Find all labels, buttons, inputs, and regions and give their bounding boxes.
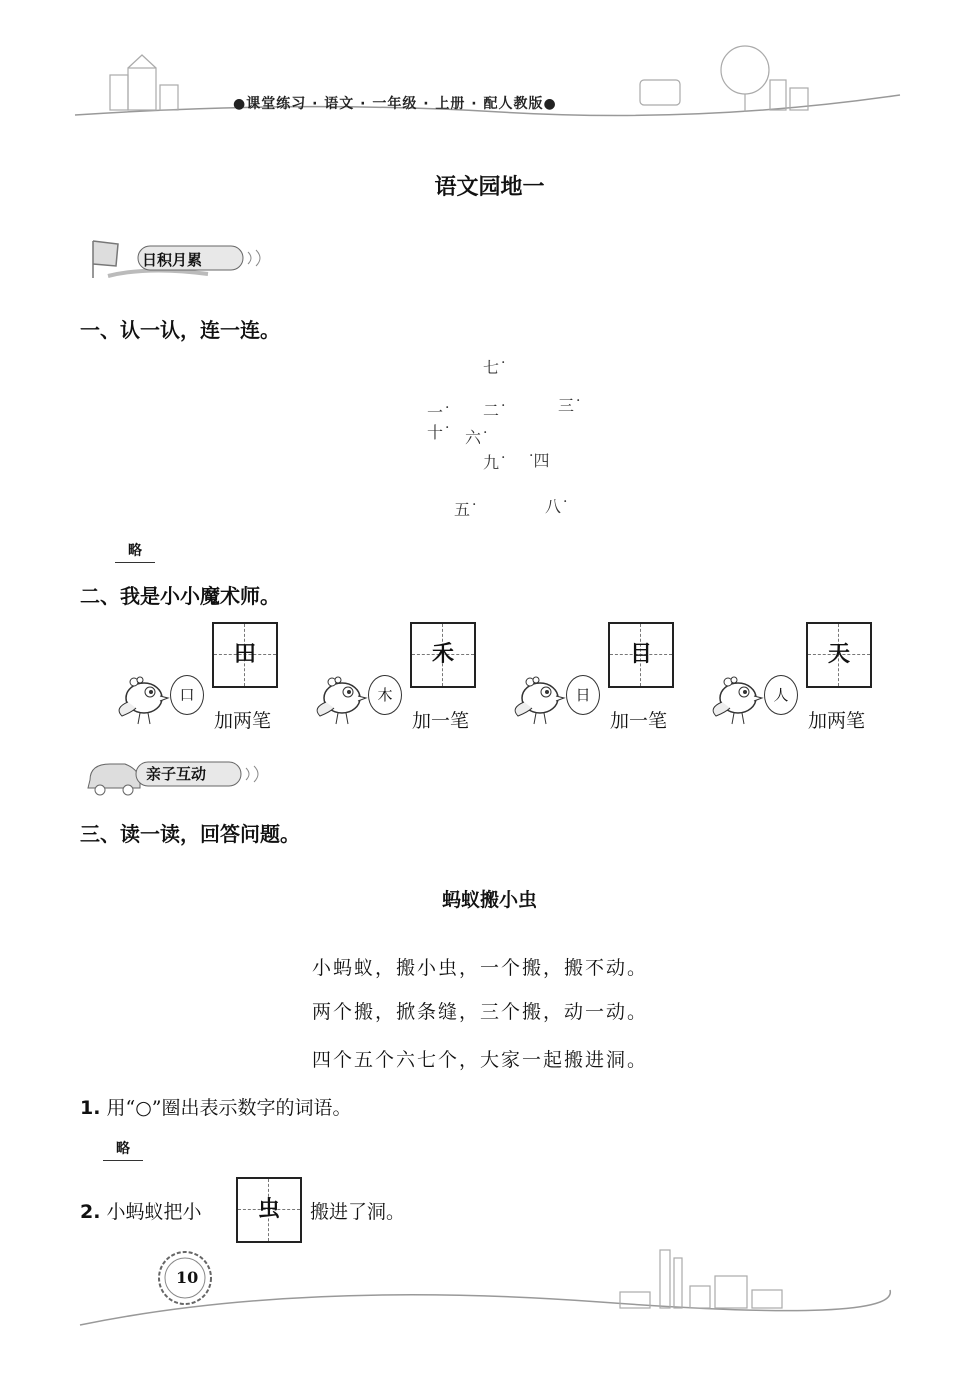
sub-question-1-text: 用“○”圈出表示数字的词语。 <box>106 1097 352 1119</box>
answer-box <box>212 622 278 688</box>
stroke-hint: 加两笔 <box>214 710 272 732</box>
header-decoration <box>0 40 979 130</box>
poem-line: 四个五个六七个，大家一起搬进洞。 <box>312 1049 649 1071</box>
char-er: 二 · <box>483 398 506 420</box>
sub-question-1-number: 1. <box>80 1097 101 1119</box>
char-qi: 七 · <box>483 355 506 377</box>
bird-icon <box>112 672 172 728</box>
story-title: 蚂蚁搬小虫 <box>441 889 537 911</box>
base-char-bubble: 木 <box>368 675 402 715</box>
sub-question-2-after: 搬进了洞。 <box>310 1201 406 1223</box>
daily-badge-label: 日积月累 <box>142 251 203 269</box>
stroke-hint: 加一笔 <box>412 710 470 732</box>
result-char: 禾 <box>431 642 454 667</box>
base-char-bubble: 日 <box>566 675 600 715</box>
header-text: ●课堂练习 · 语文 · 一年级 · 上册 · 配人教版● <box>233 96 557 112</box>
bird-icon <box>706 672 766 728</box>
sub-question-1 <box>80 1093 352 1120</box>
footer-decoration <box>0 1240 979 1340</box>
char-jiu: 九 · <box>483 450 506 472</box>
char-liu: 六 · <box>465 425 488 447</box>
bird-icon <box>310 672 370 728</box>
char-wu: 五 · <box>454 497 477 519</box>
answer-char: 虫 <box>257 1197 280 1222</box>
result-char: 天 <box>827 642 850 667</box>
sub-question-2-before: 小蚂蚁把小 <box>106 1201 202 1223</box>
stroke-hint: 加一笔 <box>610 710 668 732</box>
result-char: 目 <box>629 642 652 667</box>
sub-question-1-answer: 略 <box>103 1138 143 1161</box>
sub-question-2 <box>80 1197 202 1224</box>
char-ba: 八 · <box>545 494 568 516</box>
char-si: ·四 <box>529 448 550 470</box>
question-1-title: 一、认一认，连一连。 <box>80 318 280 342</box>
base-char-bubble: 人 <box>764 675 798 715</box>
page-number: 10 <box>176 1268 199 1287</box>
poem-line: 两个搬，掀条缝，三个搬，动一动。 <box>312 1001 649 1023</box>
bird-icon <box>508 672 568 728</box>
char-yi: 一 · <box>427 400 450 422</box>
answer-box <box>806 622 872 688</box>
question-1-answer: 略 <box>115 540 155 563</box>
answer-box <box>410 622 476 688</box>
question-3-title: 三、读一读，回答问题。 <box>80 822 300 846</box>
base-char-bubble: 口 <box>170 675 204 715</box>
stroke-hint: 加两笔 <box>808 710 866 732</box>
page-title: 语文园地一 <box>434 175 545 200</box>
question-2-title: 二、我是小小魔术师。 <box>80 584 280 608</box>
char-shi: 十 · <box>427 420 450 442</box>
answer-box <box>608 622 674 688</box>
answer-box <box>236 1177 302 1243</box>
result-char: 田 <box>233 642 256 667</box>
family-badge-label: 亲子互动 <box>146 765 207 783</box>
poem-line: 小蚂蚁，搬小虫，一个搬，搬不动。 <box>312 957 649 979</box>
char-san: 三 · <box>558 393 581 415</box>
sub-question-2-number: 2. <box>80 1201 101 1223</box>
